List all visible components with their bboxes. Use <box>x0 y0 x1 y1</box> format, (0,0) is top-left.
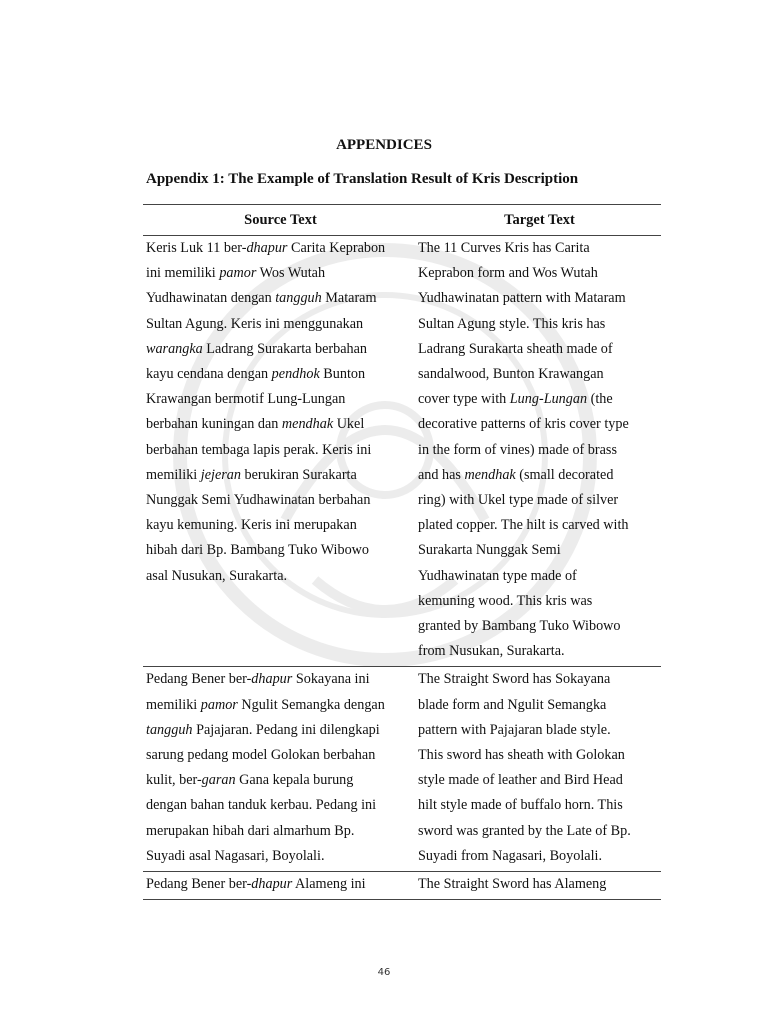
text-line: Sultan Agung. Keris ini menggunakan <box>146 315 364 332</box>
text-line: plated copper. The hilt is carved with <box>418 517 629 534</box>
text-line: hilt style made of buffalo horn. This <box>418 797 623 814</box>
text-line: asal Nusukan, Surakarta. <box>146 567 288 584</box>
source-text-cell <box>143 236 415 666</box>
text-line: style made of leather and Bird Head <box>418 772 623 789</box>
text-line: Keris Luk 11 ber-dhapur Carita Keprabon <box>146 240 386 256</box>
text-line: decorative patterns of kris cover type <box>418 416 629 433</box>
table-row <box>143 872 661 900</box>
page-heading: APPENDICES <box>336 137 432 153</box>
text-line: memiliki pamor Ngulit Semangka dengan <box>146 696 385 713</box>
text-line: warangka Ladrang Surakarta berbahan <box>146 340 368 357</box>
text-line: Yudhawinatan dengan tangguh Mataram <box>146 290 377 307</box>
text-line: sandalwood, Bunton Krawangan <box>418 366 604 383</box>
text-line: in the form of vines) made of brass <box>418 441 617 458</box>
text-line: kayu cendana dengan pendhok Bunton <box>146 366 366 383</box>
text-line: pattern with Pajajaran blade style. <box>418 721 611 738</box>
header-target-text: Target Text <box>504 211 575 228</box>
table-row <box>143 667 661 872</box>
text-line: blade form and Ngulit Semangka <box>418 696 607 713</box>
text-line: from Nusukan, Surakarta. <box>418 643 565 660</box>
text-line: berbahan kuningan dan mendhak Ukel <box>146 416 365 433</box>
text-line: Surakarta Nunggak Semi <box>418 542 561 559</box>
text-line: granted by Bambang Tuko Wibowo <box>418 618 621 635</box>
text-line: Yudhawinatan pattern with Mataram <box>418 290 626 307</box>
page-number: 46 <box>377 967 391 978</box>
text-line: kulit, ber-garan Gana kepala burung <box>146 772 354 789</box>
appendix-title: Appendix 1: The Example of Translation Result of Kris Description <box>146 171 579 187</box>
text-line: sarung pedang model Golokan berbahan <box>146 747 376 764</box>
text-line: and has mendhak (small decorated <box>418 466 614 483</box>
text-line: kayu kemuning. Keris ini merupakan <box>146 517 357 534</box>
text-line: Suyadi asal Nagasari, Boyolali. <box>146 847 325 864</box>
target-text-cell <box>415 667 661 871</box>
text-line: Krawangan bermotif Lung-Lungan <box>146 391 346 408</box>
table-row <box>143 236 661 667</box>
text-line: Pedang Bener ber-dhapur Alameng ini <box>146 876 366 893</box>
text-line: memiliki jejeran berukiran Surakarta <box>146 466 357 483</box>
source-text-cell <box>143 667 415 871</box>
text-line: Pedang Bener ber-dhapur Sokayana ini <box>146 671 370 688</box>
table-header <box>143 205 661 236</box>
text-line: tangguh Pajajaran. Pedang ini dilengkapi <box>146 721 380 738</box>
text-line: This sword has sheath with Golokan <box>418 747 625 764</box>
target-text-cell <box>415 236 661 666</box>
text-line: Ladrang Surakarta sheath made of <box>418 340 613 357</box>
text-line: The 11 Curves Kris has Carita <box>418 240 590 256</box>
text-line: merupakan hibah dari almarhum Bp. <box>146 822 355 839</box>
text-line: hibah dari Bp. Bambang Tuko Wibowo <box>146 542 370 559</box>
text-line: kemuning wood. This kris was <box>418 592 593 609</box>
text-line: Yudhawinatan type made of <box>418 567 577 584</box>
text-line: Suyadi from Nagasari, Boyolali. <box>418 847 603 864</box>
text-line: sword was granted by the Late of Bp. <box>418 822 631 839</box>
text-line: ring) with Ukel type made of silver <box>418 492 619 509</box>
text-line: Nunggak Semi Yudhawinatan berbahan <box>146 492 371 509</box>
text-line: The Straight Sword has Sokayana <box>418 671 611 688</box>
translation-table <box>143 204 661 900</box>
text-line: Sultan Agung style. This kris has <box>418 315 606 332</box>
text-line: Keprabon form and Wos Wutah <box>418 265 598 282</box>
target-text-cell <box>415 872 661 899</box>
text-line: berbahan tembaga lapis perak. Keris ini <box>146 441 372 458</box>
text-line: dengan bahan tanduk kerbau. Pedang ini <box>146 797 377 814</box>
source-text-cell <box>143 872 415 899</box>
text-line: ini memiliki pamor Wos Wutah <box>146 265 326 282</box>
text-line: The Straight Sword has Alameng <box>418 876 607 893</box>
text-line: cover type with Lung-Lungan (the <box>418 391 613 408</box>
header-source-text: Source Text <box>244 211 317 228</box>
